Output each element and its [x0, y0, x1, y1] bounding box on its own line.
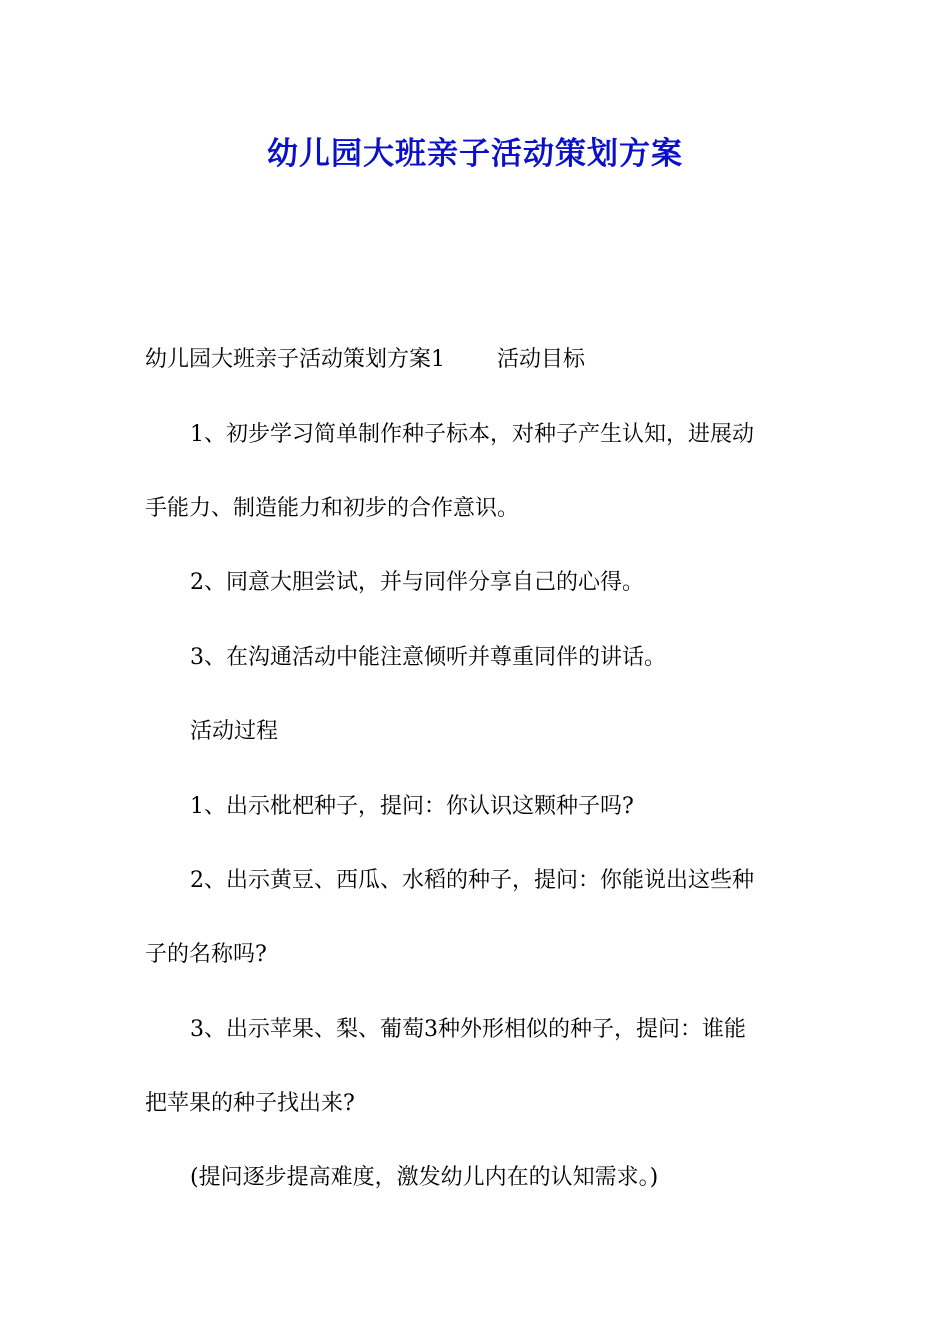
- goal-2: 2、同意大胆尝试，并与同伴分享自己的心得。: [190, 570, 644, 595]
- process-heading: 活动过程: [190, 719, 279, 744]
- section-heading: [145, 345, 815, 375]
- goal-1-line-1: 1、初步学习简单制作种子标本，对种子产生认知，进展动: [190, 422, 754, 447]
- step-2-line-1: 2、出示黄豆、西瓜、水稻的种子，提问：你能说出这些种: [190, 868, 754, 893]
- step-3-line-1: 3、出示苹果、梨、葡萄3种外形相似的种子，提问：谁能: [190, 1017, 746, 1042]
- step-2-line-2: 子的名称吗?: [145, 942, 267, 967]
- note: (提问逐步提高难度，激发幼儿内在的认知需求。): [190, 1165, 659, 1190]
- document-title: 幼儿园大班亲子活动策划方案: [267, 136, 683, 172]
- goal-3: 3、在沟通活动中能注意倾听并尊重同伴的讲话。: [190, 645, 666, 670]
- step-1: 1、出示枇杷种子，提问：你认识这颗种子吗?: [190, 794, 634, 819]
- section-heading-left: 幼儿园大班亲子活动策划方案1: [145, 347, 445, 372]
- step-3-line-2: 把苹果的种子找出来?: [145, 1091, 355, 1116]
- goal-1-line-2: 手能力、制造能力和初步的合作意识。: [145, 496, 520, 521]
- section-heading-right: 活动目标: [497, 347, 586, 372]
